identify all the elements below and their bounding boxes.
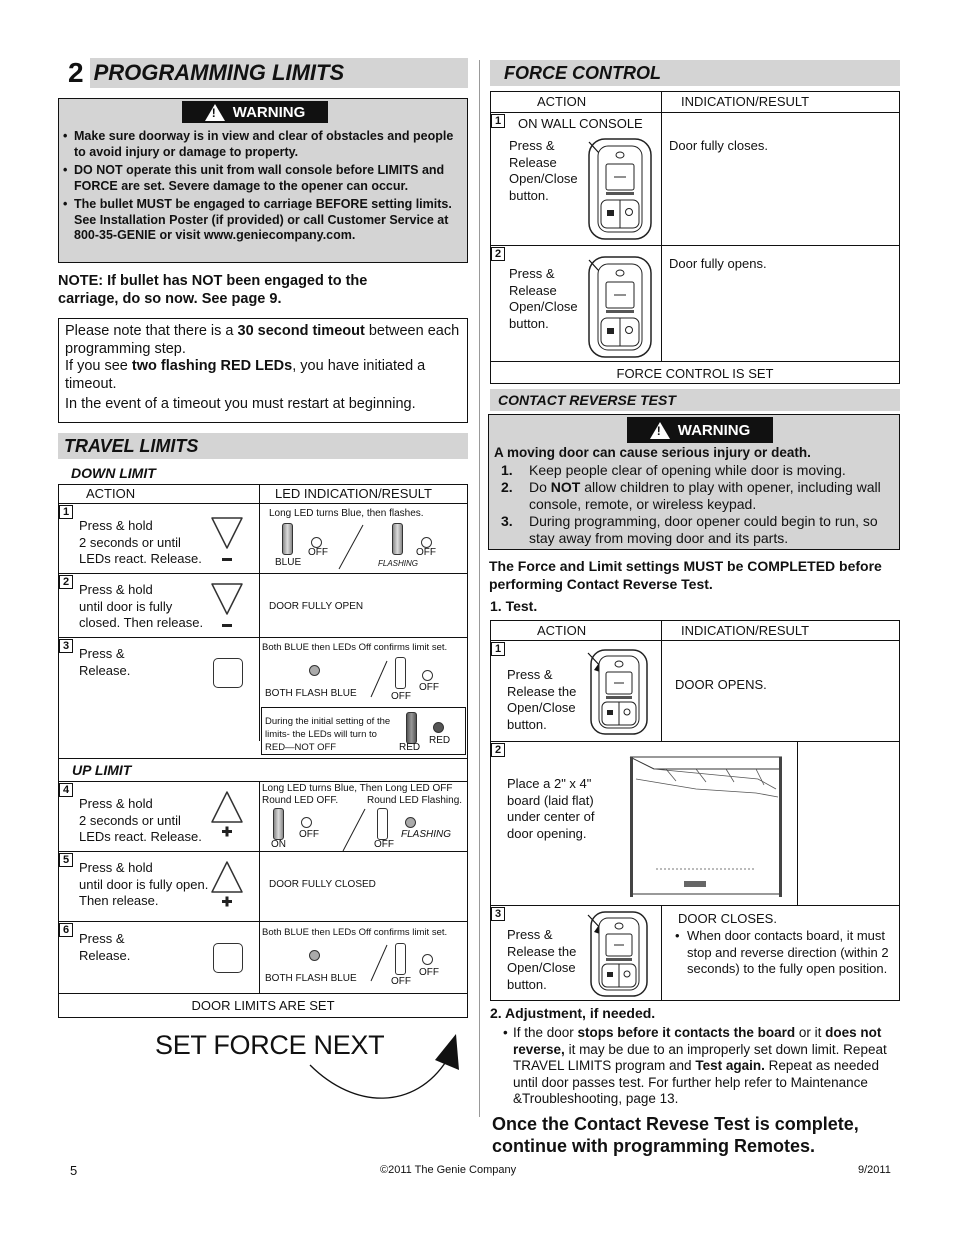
- round-led-icon: [301, 817, 312, 828]
- date: 9/2011: [858, 1164, 891, 1176]
- col-action-header: ACTION: [537, 94, 587, 109]
- col-led-header: LED INDICATION/RESULT: [275, 486, 432, 501]
- step-number: 4: [59, 783, 73, 797]
- round-led-icon: [433, 722, 444, 733]
- set-force-next: SET FORCE NEXT: [155, 1030, 385, 1060]
- step-result-bullet: • When door contacts board, it must stop and reverse direction (within 2 seconds) to the fully open position.: [675, 928, 889, 976]
- warning-banner: [182, 101, 328, 123]
- step-result: DOOR FULLY CLOSED: [269, 879, 376, 890]
- step-number: 3: [491, 907, 505, 921]
- col-result-header: INDICATION/RESULT: [681, 623, 810, 638]
- program-button-icon: [213, 943, 243, 973]
- warning-icon: !: [205, 104, 225, 121]
- warning-bullet: • The bullet MUST be engaged to carriage BEFORE setting limits. See Installation Poster (if provided) or call Customer Service at 800-35-GENIE or visit www.geniecompany.com.: [63, 197, 452, 242]
- wall-console-icon: [579, 252, 659, 362]
- up-arrow-button-icon: [209, 789, 245, 839]
- step-action: Place a 2" x 4" board (laid flat) under center of door opening.: [507, 776, 595, 841]
- step-result: DOOR FULLY OPEN: [269, 601, 364, 612]
- long-led-icon: [273, 808, 284, 840]
- copyright: ©2011 The Genie Company: [380, 1164, 517, 1176]
- initial-setting-note: During the initial setting of the limits- the LEDs will turn to RED—NOT OFF: [265, 716, 391, 753]
- step-action: Press & hold 2 seconds or until LEDs react. Release.: [79, 796, 202, 844]
- step-action: Press & Release Open/Close button.: [509, 266, 578, 331]
- wall-console-icon: [583, 909, 655, 999]
- col-action-header: ACTION: [86, 486, 136, 501]
- step-number: 1: [491, 114, 505, 128]
- adjustment-text: • If the door stops before it contacts the board or it does not reverse, it may be due to an improperly set down limit. Repeat TRAVEL LIMITS program and Test again. Repeat as needed until door passes test. For further help refer to Maintenance &Troubleshooting, page 13.: [503, 1025, 887, 1106]
- step-action: Press & hold until door is fully closed. Then release.: [79, 582, 204, 630]
- step-action: Press & Release.: [79, 931, 131, 963]
- step-result: DOOR OPENS.: [675, 677, 767, 692]
- section-title: PROGRAMMING LIMITS: [93, 60, 345, 85]
- col-result-header: INDICATION/RESULT: [681, 94, 810, 109]
- must-complete-note: The Force and Limit settings MUST be COMPLETED before performing Contact Reverse Test.: [489, 558, 882, 592]
- section-header: [58, 58, 468, 88]
- wall-console-icon: [579, 134, 659, 244]
- step-number: 3: [59, 639, 73, 653]
- door-limits-set: DOOR LIMITS ARE SET: [191, 998, 335, 1013]
- contact-reverse-header: CONTACT REVERSE TEST: [490, 389, 900, 411]
- force-control-table: [490, 91, 900, 384]
- timeout-line-3: In the event of a timeout you must restart at beginning.: [65, 396, 416, 412]
- force-control-header: FORCE CONTROL: [490, 60, 900, 86]
- round-led-icon: [309, 950, 320, 961]
- step-number: 1: [491, 642, 505, 656]
- section-number: 2: [58, 58, 90, 88]
- adjustment-heading: 2. Adjustment, if needed.: [490, 1005, 656, 1021]
- page-number: 5: [70, 1163, 78, 1178]
- warning-list: [63, 129, 463, 244]
- step-action: Press & hold 2 seconds or until LEDs react. Release.: [79, 518, 202, 566]
- note-bullet: NOTE: If bullet has NOT been engaged to the carriage, do so now. See page 9.: [58, 273, 368, 307]
- step-result: Door fully opens.: [669, 256, 767, 271]
- long-led-icon: [392, 523, 403, 555]
- round-led-icon: [422, 954, 433, 965]
- step-number: 2: [59, 575, 73, 589]
- timeout-line-2: If you see two flashing RED LEDs, you have initiated a timeout.: [65, 358, 426, 392]
- step-number: 2: [491, 247, 505, 261]
- down-arrow-button-icon: [209, 581, 245, 631]
- step-number: 6: [59, 923, 73, 937]
- step-action: Press & Release the Open/Close button.: [507, 927, 577, 992]
- step-action: Press & Release Open/Close button.: [509, 138, 578, 203]
- contact-test-table: [490, 620, 900, 1001]
- program-button-icon: [213, 658, 243, 688]
- step-number: 2: [491, 743, 505, 757]
- down-arrow-button-icon: [209, 515, 245, 565]
- step-result: Long LED turns Blue, then flashes.: [269, 508, 424, 519]
- down-limit-label: DOWN LIMIT: [71, 465, 156, 481]
- closing-note: Once the Contact Revese Test is complete, continue with programming Remotes.: [492, 1114, 859, 1156]
- step-number: 1: [59, 505, 73, 519]
- warning-bullet: • Make sure doorway is in view and clear of obstacles and people to avoid injury or damage to property.: [63, 129, 454, 159]
- up-arrow-button-icon: [209, 859, 245, 909]
- travel-limits-header: TRAVEL LIMITS: [58, 433, 468, 459]
- contact-warning-box: [488, 414, 900, 550]
- long-led-icon: [395, 943, 406, 975]
- step-result: Long LED turns Blue, Then Long LED OFF: [262, 783, 453, 794]
- warning-banner: ! WARNING: [627, 417, 773, 443]
- curved-arrow-icon: [305, 1030, 465, 1110]
- wall-console-icon: [583, 647, 655, 737]
- warning-box: [58, 98, 468, 263]
- warning-bullet: • DO NOT operate this unit from wall console before LIMITS and FORCE are set. Severe damage to the opener can occur.: [63, 163, 445, 193]
- garage-door-board-illustration: [616, 749, 798, 899]
- contact-warning-list: 1. Keep people clear of opening while door is moving. 2. Do NOT allow children to play with opener, including wall console, remote, or wireless keypad. 3. During programming, door opener could begin to run, so stay away from moving door and its parts.: [501, 462, 881, 546]
- step-result: Both BLUE then LEDs Off confirms limit set.: [262, 927, 448, 938]
- step-result: Both BLUE then LEDs Off confirms limit set.: [262, 642, 448, 653]
- contact-warning-head: A moving door can cause serious injury or death.: [494, 445, 811, 460]
- timeout-box: [58, 318, 468, 423]
- long-led-icon: [406, 712, 417, 744]
- force-control-set: FORCE CONTROL IS SET: [616, 366, 774, 381]
- long-led-icon: [395, 657, 406, 689]
- step-action: Press & Release.: [79, 646, 131, 678]
- step-action: Press & hold until door is fully open. Then release.: [79, 860, 209, 908]
- step-result: DOOR CLOSES.: [678, 911, 777, 926]
- step-result: Door fully closes.: [669, 138, 768, 153]
- test-heading: 1. Test.: [490, 598, 538, 614]
- wall-console-label: ON WALL CONSOLE: [518, 116, 643, 131]
- column-divider: [479, 60, 480, 1117]
- round-led-icon: [405, 817, 416, 828]
- col-action-header: ACTION: [537, 623, 587, 638]
- up-limit-label: UP LIMIT: [72, 762, 132, 778]
- warning-icon: !: [650, 422, 670, 439]
- round-led-icon: [422, 670, 433, 681]
- step-action: Press & Release the Open/Close button.: [507, 667, 577, 732]
- long-led-icon: [282, 523, 293, 555]
- warning-label: WARNING: [232, 103, 306, 121]
- long-led-icon: [377, 808, 388, 840]
- travel-limits-table: ACTION LED INDICATION/RESULT 1 Press & hold 2 seconds or until LEDs react. Release. Long LED turns Blue, then flashes. BLUE OFF FLASHING OFF 2 Press & hold until door is fully closed. Then release. DOOR FULLY OPEN 3 Press & Release. Both BLUE then LEDs Off confirms limit set. BOTH FLASH BLUE OFF OFF During the initial setting of the limits- the LEDs will turn to RED—NOT OFF RED RED UP LIMIT 4 Press & hold 2 seconds or until LEDs react. Release. Long LED turns Blue, Then Long LED OFF Round LED OFF. Round LED Flashing. ON OFF OFF FLASHING 5 Press & hold until door is fully open. Then release. DOOR FULLY CLOSED 6 Press & Release. Both BLUE then LEDs Off confirms limit set. BOTH FLASH BLUE OFF OFF DOOR LIMITS ARE SET: [58, 484, 468, 1018]
- timeout-line-1: Please note that there is a 30 second timeout between each programming step.: [65, 323, 460, 357]
- round-led-icon: [309, 665, 320, 676]
- step-number: 5: [59, 853, 73, 867]
